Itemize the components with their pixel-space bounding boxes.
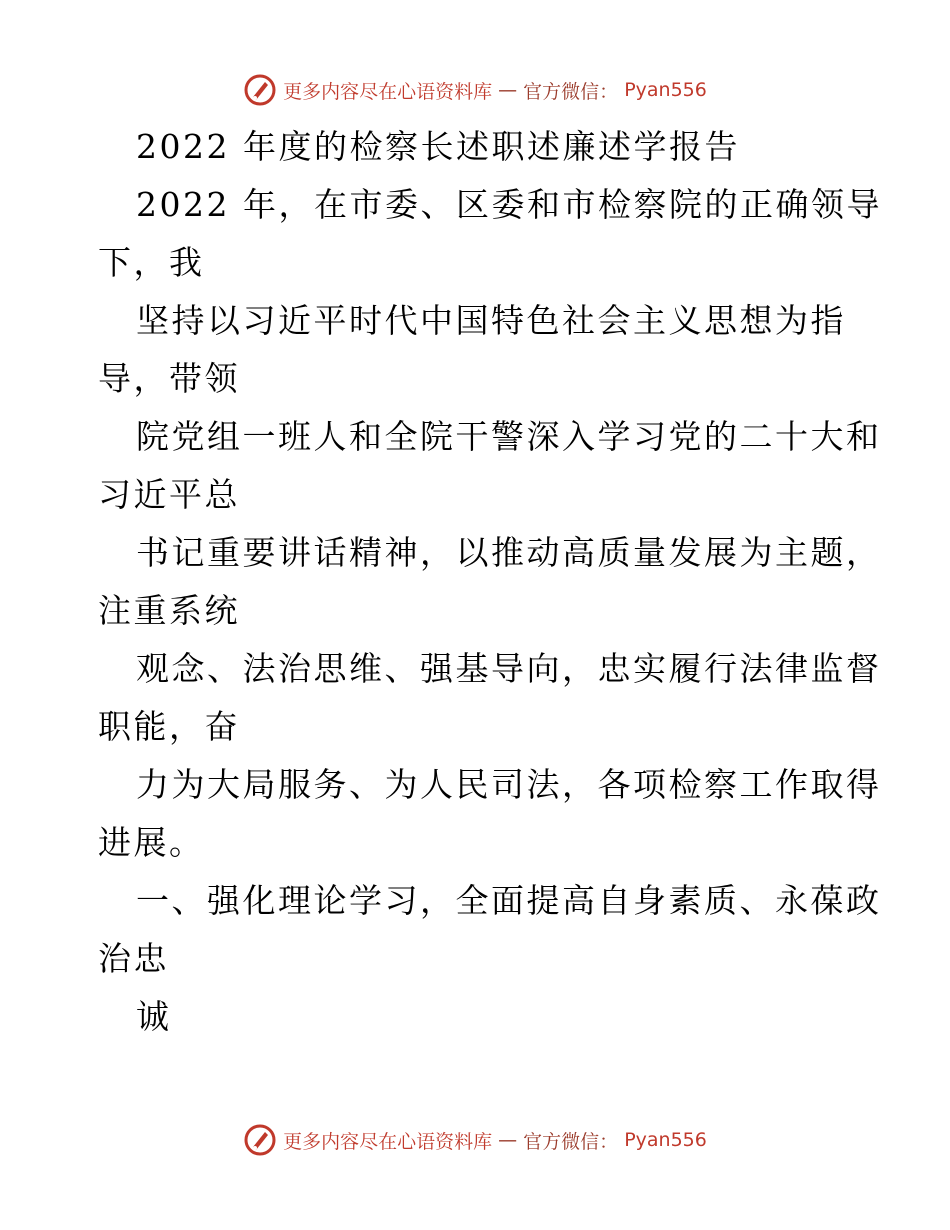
paragraph-line: 2022 年，在市委、区委和市检察院的正确领导	[136, 185, 882, 224]
paragraph-line: 坚持以习近平时代中国特色社会主义思想为指	[136, 301, 846, 340]
watermark-separator: —	[498, 79, 518, 101]
watermark-wechat-id: Pyan556	[624, 1129, 707, 1151]
pen-nib-logo-icon	[243, 73, 277, 107]
paragraph-line: 注重系统	[98, 591, 240, 630]
document-title: 2022 年度的检察长述职述廉述学报告	[136, 127, 740, 166]
paragraph-line: 下，我	[98, 243, 205, 282]
paragraph-line: 院党组一班人和全院干警深入学习党的二十大和	[136, 417, 882, 456]
section-heading-line: 治忠	[98, 939, 169, 978]
section-heading-line: 一、强化理论学习，全面提高自身素质、永葆政	[136, 881, 882, 920]
watermark-wechat-label: 官方微信：	[523, 80, 619, 103]
watermark-text: 更多内容尽在心语资料库	[283, 1130, 493, 1153]
paragraph-line: 力为大局服务、为人民司法，各项检察工作取得	[136, 765, 882, 804]
paragraph-line: 职能，奋	[98, 707, 240, 746]
watermark-wechat-label: 官方微信：	[523, 1130, 619, 1153]
paragraph-line: 导，带领	[98, 359, 240, 398]
header-watermark	[0, 70, 950, 110]
paragraph-line: 进展。	[98, 823, 205, 862]
watermark-separator: —	[498, 1129, 518, 1151]
document-body	[98, 118, 882, 1046]
paragraph-line: 书记重要讲话精神，以推动高质量发展为主题，	[136, 533, 882, 572]
section-heading-line: 诚	[136, 997, 172, 1036]
watermark-wechat-id: Pyan556	[624, 79, 707, 101]
pen-nib-logo-icon	[243, 1123, 277, 1157]
watermark-text: 更多内容尽在心语资料库	[283, 80, 493, 103]
footer-watermark	[0, 1120, 950, 1160]
paragraph-line: 习近平总	[98, 475, 240, 514]
paragraph-line: 观念、法治思维、强基导向，忠实履行法律监督	[136, 649, 882, 688]
